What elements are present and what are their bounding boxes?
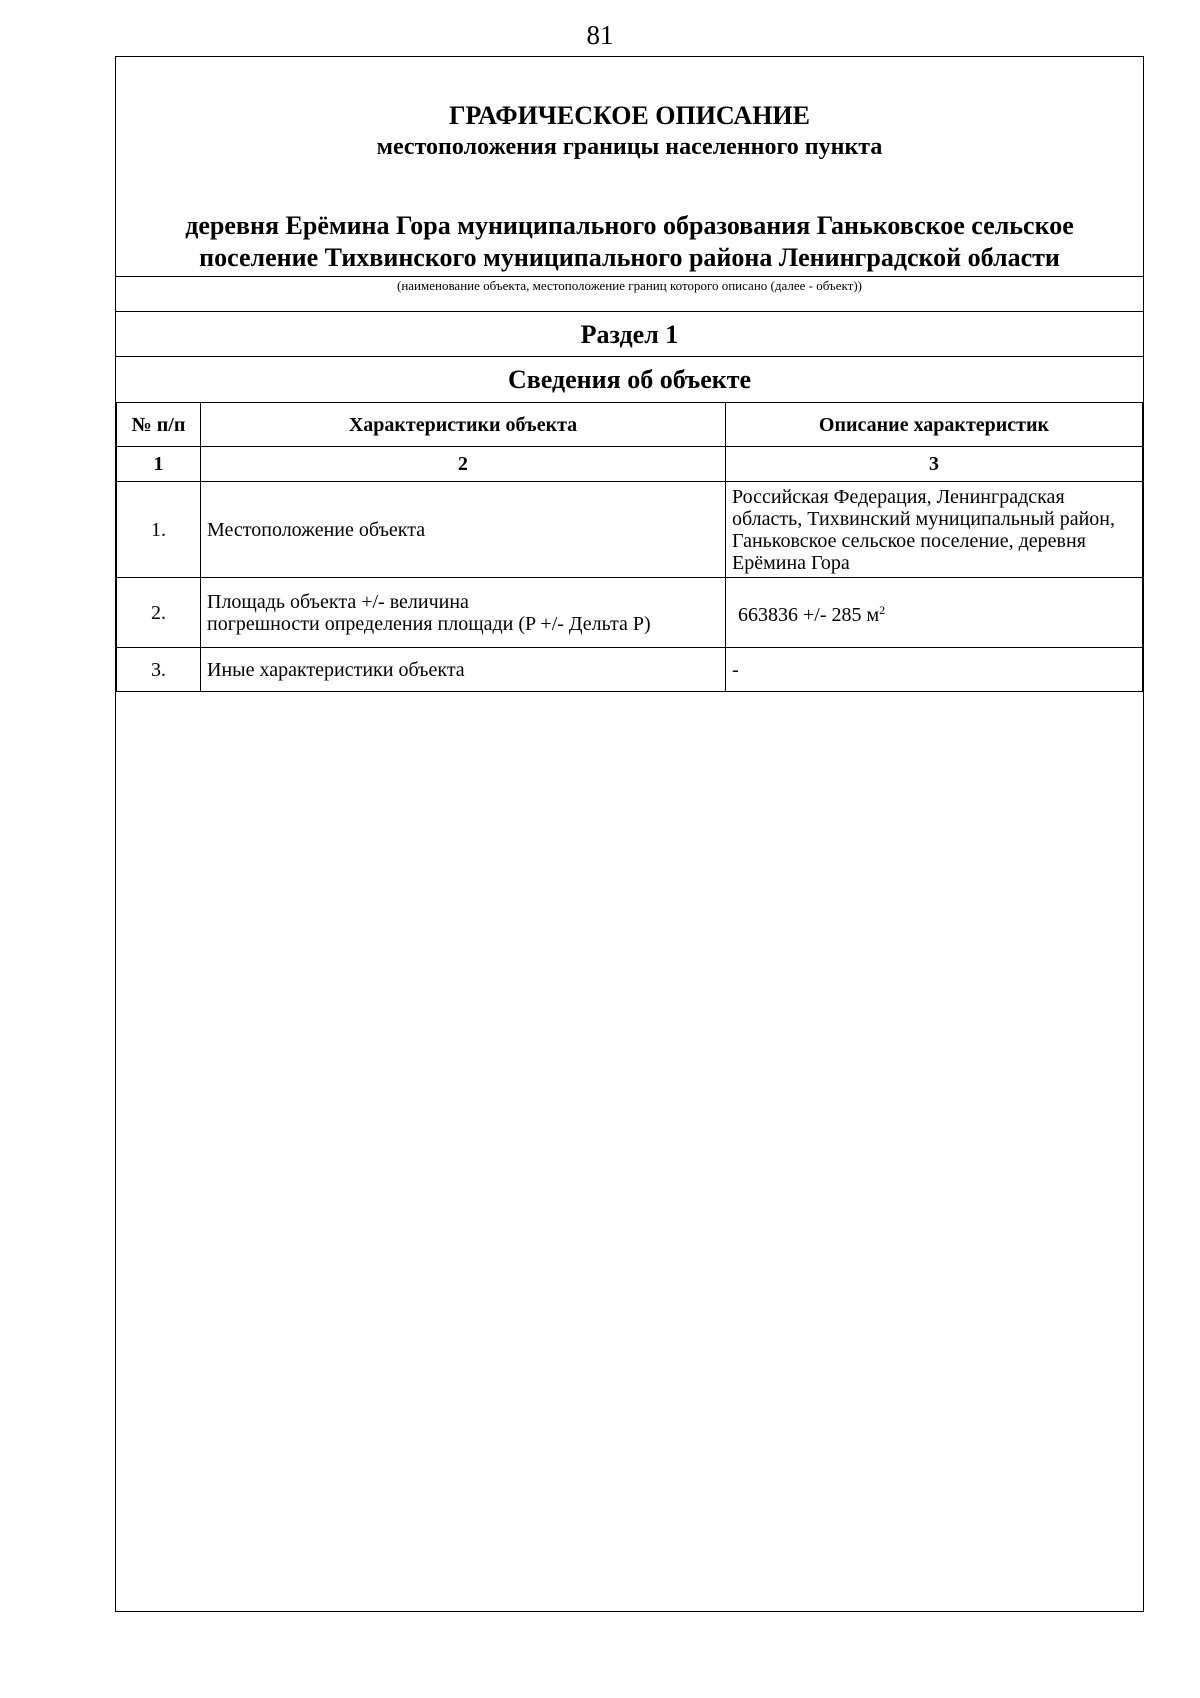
section-subtitle: Сведения об объекте	[507, 365, 752, 394]
divider	[116, 356, 1143, 357]
column-header-characteristic: Характеристики объекта	[201, 403, 726, 447]
divider	[116, 311, 1143, 312]
row-number: 1.	[117, 482, 201, 578]
page-number: 81	[586, 20, 614, 50]
section-title: Раздел 1	[580, 320, 679, 349]
row-description: -	[726, 648, 1143, 692]
row-description	[726, 578, 1143, 648]
row-description: Российская Федерация, Ленинградская область, Тихвинский муниципальный район, Ганьковское сельское поселение, деревня Ерёмина Гора	[726, 482, 1143, 578]
row-characteristic: Местоположение объекта	[201, 482, 726, 578]
column-number: 3	[726, 447, 1143, 482]
divider	[116, 276, 1143, 277]
object-info-table	[116, 402, 1143, 692]
table-row	[117, 482, 1143, 578]
column-header-number: № п/п	[117, 403, 201, 447]
row-number: 2.	[117, 578, 201, 648]
column-header-description: Описание характеристик	[726, 403, 1143, 447]
row-characteristic-line: Площадь объекта +/- величина	[207, 590, 469, 613]
column-number: 2	[201, 447, 726, 482]
area-value: 663836 +/- 285 м	[738, 604, 880, 627]
table-header-row	[117, 403, 1143, 447]
row-characteristic-line: погрешности определения площади (P +/- Дельта P)	[207, 612, 651, 635]
row-characteristic: Иные характеристики объекта	[201, 648, 726, 692]
area-unit-exponent: 2	[879, 602, 886, 617]
column-numbers-row	[117, 447, 1143, 482]
document-subtitle: местоположения границы населенного пункта	[376, 134, 883, 160]
row-characteristic	[201, 578, 726, 648]
table-row	[117, 648, 1143, 692]
document-frame	[115, 56, 1144, 1612]
title-block	[116, 57, 1143, 276]
table-row	[117, 578, 1143, 648]
document-title: ГРАФИЧЕСКОЕ ОПИСАНИЕ	[449, 101, 810, 130]
column-number: 1	[117, 447, 201, 482]
object-name-caption: (наименование объекта, местоположение границ которого описано (далее - объект))	[397, 278, 862, 293]
object-name: деревня Ерёмина Гора муниципального образования Ганьковское сельское поселение Тихвинского муниципального района Ленинградской области	[185, 211, 1074, 272]
row-number: 3.	[117, 648, 201, 692]
